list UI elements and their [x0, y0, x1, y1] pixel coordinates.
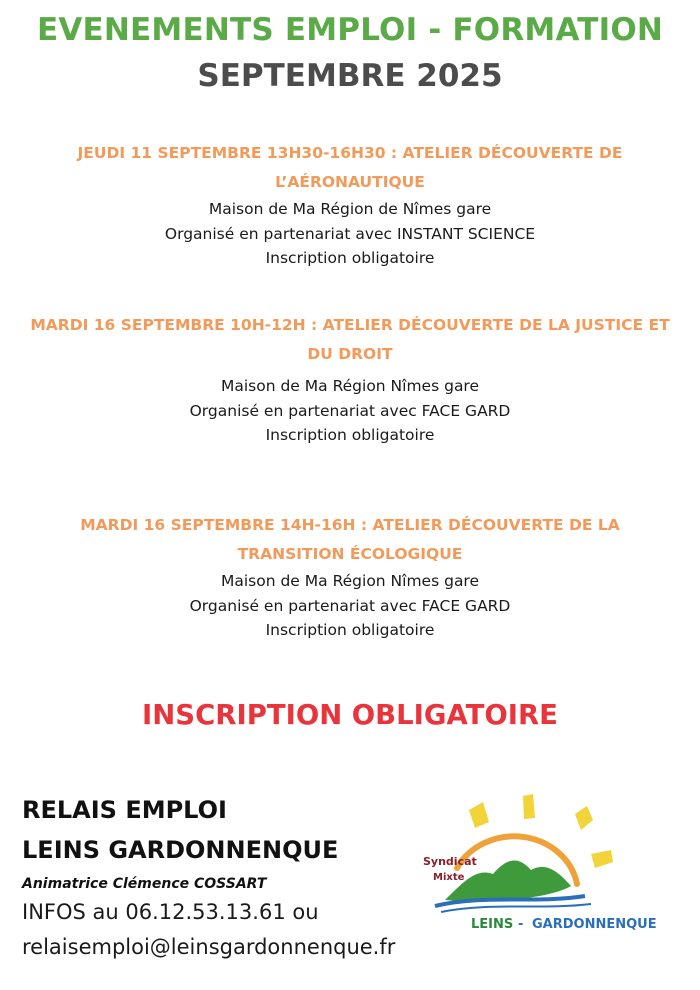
- event-registration: Inscription obligatoire: [265, 249, 435, 267]
- event-details: [0, 569, 700, 643]
- event-details: [0, 374, 700, 448]
- event-card: [0, 311, 700, 448]
- event-card: [0, 139, 700, 271]
- animator-name: Animatrice Clémence COSSART: [22, 876, 267, 892]
- event-partner: Organisé en partenariat avec FACE GARD: [189, 401, 511, 420]
- event-heading: MARDI 16 SEPTEMBRE 14H-16H : ATELIER DÉCOUVERTE DE LA TRANSITION ÉCOLOGIQUE: [80, 516, 620, 563]
- logo-dash-label: -: [518, 917, 524, 932]
- event-details: [0, 197, 700, 271]
- event-registration: Inscription obligatoire: [265, 426, 435, 444]
- logo-mixte-label: Mixte: [433, 872, 465, 883]
- event-heading: JEUDI 11 SEPTEMBRE 13H30-16H30 : ATELIER DÉCOUVERTE DE L’AÉRONAUTIQUE: [77, 144, 623, 191]
- page-title: EVENEMENTS EMPLOI - FORMATION: [36, 12, 664, 48]
- logo-leins-label: LEINS: [471, 917, 514, 932]
- registration-notice: INSCRIPTION OBLIGATOIRE: [142, 699, 558, 731]
- event-location: Maison de Ma Région Nîmes gare: [220, 377, 480, 395]
- logo-syndicat-label: Syndicat: [423, 855, 477, 868]
- relais-name-line2: LEINS GARDONNENQUE: [22, 836, 339, 864]
- phone-info: INFOS au 06.12.53.13.61 ou: [22, 900, 319, 924]
- relais-contact-block: [22, 790, 395, 965]
- syndicat-logo: [405, 788, 670, 948]
- event-location: Maison de Ma Région de Nîmes gare: [208, 200, 492, 218]
- event-card: [0, 511, 700, 643]
- event-heading: MARDI 16 SEPTEMBRE 10H-12H : ATELIER DÉCOUVERTE DE LA JUSTICE ET DU DROIT: [30, 316, 670, 363]
- logo-gardonnenque-label: GARDONNENQUE: [532, 917, 657, 932]
- event-registration: Inscription obligatoire: [265, 621, 435, 639]
- email-link[interactable]: relaisemploi@leinsgardonnenque.fr: [22, 935, 396, 959]
- relais-name-line1: RELAIS EMPLOI: [22, 796, 227, 824]
- event-partner: Organisé en partenariat avec FACE GARD: [189, 596, 511, 615]
- river-wave-icon: [441, 904, 591, 912]
- event-partner: Organisé en partenariat avec INSTANT SCIENCE: [164, 224, 536, 243]
- page-subtitle: SEPTEMBRE 2025: [197, 58, 503, 94]
- event-location: Maison de Ma Région Nîmes gare: [220, 572, 480, 590]
- sun-rays-icon: [469, 794, 613, 868]
